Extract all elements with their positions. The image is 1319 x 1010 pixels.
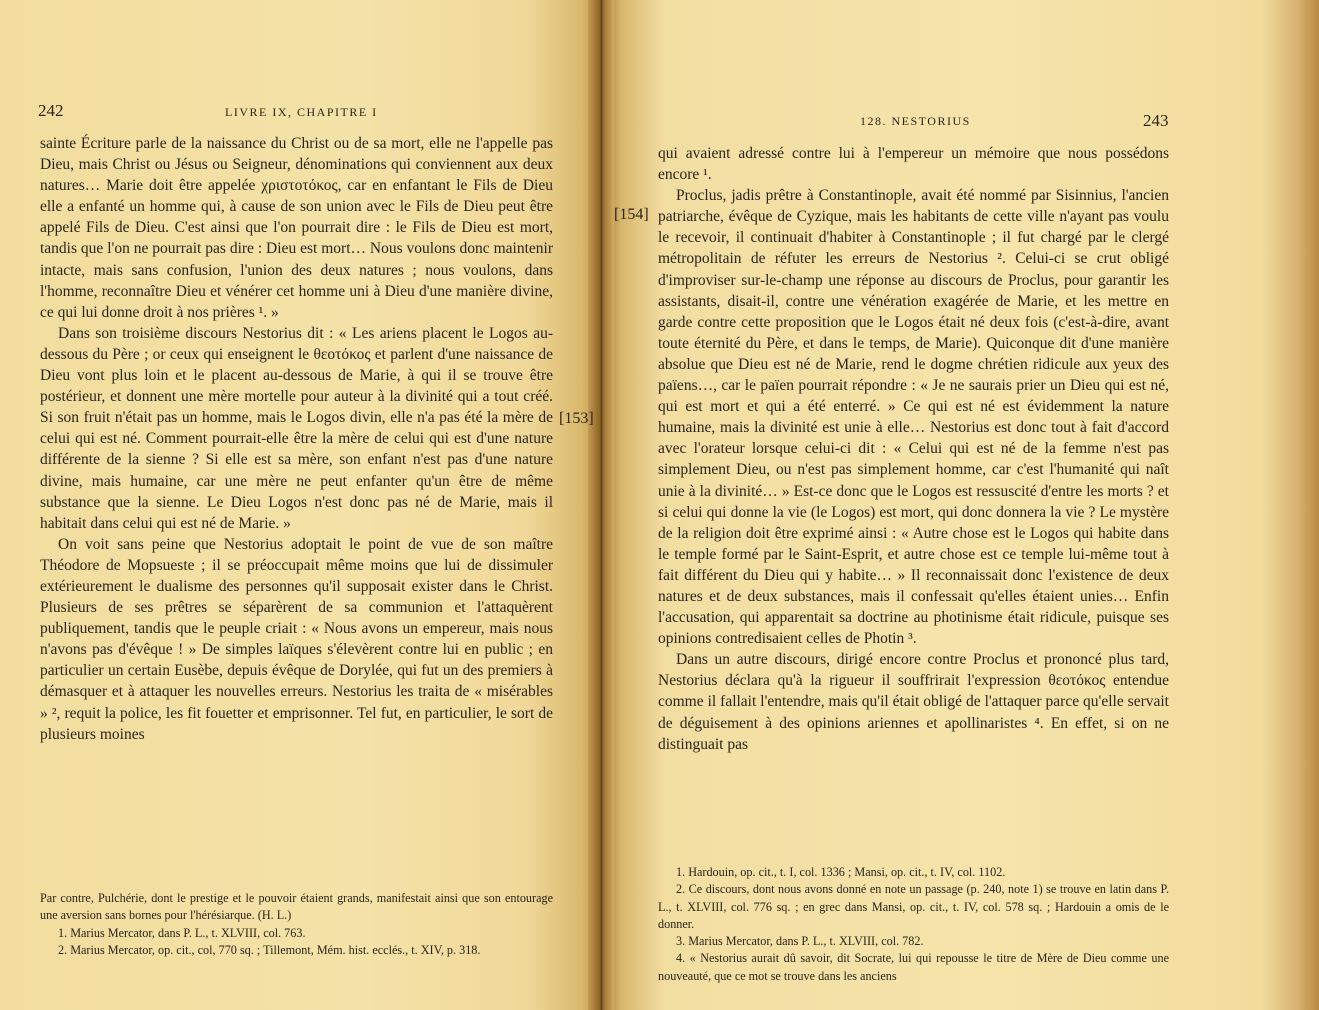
running-head: 128. NESTORIUS	[860, 114, 971, 128]
footnote: 1. Hardouin, op. cit., t. I, col. 1336 ; Mansi, op. cit., t. IV, col. 1102.	[676, 865, 1006, 879]
paragraph: sainte Écriture parle de la naissance du Christ ou de sa mort, elle ne l'appelle pas Dieu, mais Christ ou Jésus ou Seigneur, dénominations qui conviennent aux deux natures… Marie doit être appelée χριστοτόκος, car en enfantant le Fils de Dieu elle a enfanté un homme qui, à cause de son union avec le Fils de Dieu peut être appelé Fils de Dieu. C'est ainsi que l'on pourrait dire : le Fils de Dieu est mort, tandis que l'on ne pourrait pas dire : Dieu est mort… Nous voulons donc maintenir intacte, mais sans confusion, l'union des deux natures ; nous voulons, dans l'homme, reconnaître Dieu et vénérer cet homme uni à Dieu d'une manière divine, ce qui lui donne droit à nos prières ¹. »	[40, 135, 553, 321]
margin-page-marker: [154]	[614, 206, 649, 223]
footnote: 2. Marius Mercator, op. cit., col, 770 sq. ; Tillemont, Mém. hist. ecclés., t. XIV, p. 318.	[58, 942, 481, 957]
paragraph: Dans un autre discours, dirigé encore contre Proclus et prononcé plus tard, Nestorius déclara qu'à la rigueur il souffrirait l'expression θεοτόκος entendue comme il fallait l'entendre, mais qu'il était obligé de l'attaquer parce qu'elle servait de déguisement à des opinions ariennes et apollinaristes ⁴. En effet, si on ne distinguait pas	[658, 651, 1169, 753]
book-gutter	[588, 0, 614, 1010]
right-page	[600, 0, 1319, 1010]
body-text	[40, 133, 553, 745]
footnote: 1. Marius Mercator, dans P. L., t. XLVIII, col. 763.	[58, 925, 306, 940]
page-number: 242	[38, 101, 64, 120]
left-page	[0, 0, 600, 1010]
footnotes	[658, 864, 1169, 985]
paragraph: qui avaient adressé contre lui à l'empereur un mémoire que nous possédons encore ¹.	[658, 145, 1169, 184]
footnote: 4. « Nestorius aurait dû savoir, dit Socrate, lui qui repousse le titre de Mère de Dieu comme une nouveauté, que ce mot se trouve dans les anciens	[658, 951, 1169, 983]
footnote: Par contre, Pulchérie, dont le prestige et le pouvoir étaient grands, manifestait ainsi que son entourage une aversion sans bornes pour l'hérésiarque. (H. L.)	[40, 891, 553, 923]
footnote: 2. Ce discours, dont nous avons donné en note un passage (p. 240, note 1) se trouve en latin dans P. L., t. XLVIII, col. 776 sq. ; en grec dans Mansi, op. cit., t. IV, col. 578 sq. ; Hardouin a omis de le donner.	[658, 882, 1169, 931]
footnotes	[40, 890, 553, 959]
paragraph: Dans son troisième discours Nestorius dit : « Les ariens placent le Logos au-dessous du Père ; or ceux qui enseignent le θεοτόκος et parlent d'une naissance de Dieu vont plus loin et le placent au-dessous de Marie, à qui il se trouve être postérieur, et donnent une mère mortelle pour auteur à la divinité qui a tout créé. Si son fruit n'était pas un homme, mais le Logos divin, elle n'a pas été la mère de celui qui est né. Comment pourrait-elle être la mère de celui qui est d'une nature différente de la sienne ? Si elle est sa mère, son enfant n'est pas d'une nature divine, mais humaine, car une mère ne peut enfanter qu'un être de même substance que la sienne. Le Dieu Logos n'est donc pas né de Marie, mais il habitait dans celui qui est né de Marie. »	[40, 324, 553, 532]
page-number: 243	[1143, 111, 1169, 130]
paragraph: On voit sans peine que Nestorius adoptait le point de vue de son maître Théodore de Mopsueste ; il se préoccupait même moins que lui de dissimuler extérieurement le dualisme des personnes qu'il supposait exister dans le Christ. Plusieurs de ses prêtres se séparèrent de sa communion et l'attaquèrent publiquement, tandis que le peuple criait : « Nous avons un empereur, mais nous n'avons pas d'évêque ! » De simples laïques s'élevèrent contre lui en public ; en particulier un certain Eusèbe, depuis évêque de Dorylée, qui fut un des premiers à démasquer et à attaquer les nouvelles erreurs. Nestorius les traita de « misérables » ², requit la police, les fit fouetter et emprisonner. Tel fut, en particulier, le sort de plusieurs moines	[40, 535, 553, 743]
paragraph: Proclus, jadis prêtre à Constantinople, avait été nommé par Sisinnius, l'ancien patriarche, évêque de Cyzique, mais les habitants de cette ville n'ayant pas voulu le recevoir, il continuait d'habiter à Constantinople ; il fut chargé par le clergé métropolitain de réfuter les erreurs de Nestorius ². Celui-ci se crut obligé d'improviser sur-le-champ une réponse au discours de Proclus, pour garantir les assistants, disait-il, contre une vénération exagérée de Marie, et les mettre en garde contre cette proposition que le Logos était né deux fois (c'est-à-dire, avant toute éternité du Père, et dans le temps, de Marie). Quiconque dit d'une manière absolue que Dieu est né de Marie, rend le dogme chrétien ridicule aux yeux des païens…, car le païen pourrait répondre : « Je ne saurais prier un Dieu qui est né, qui est mort et qui a été enterré. » Ce qui est né est évidemment la nature humaine, mais la divinité est unie à elle… Nestorius est donc tout à fait d'accord avec l'orateur lorsque celui-ci dit : « Celui qui est né de la femme n'est pas simplement Dieu, ou n'est pas simplement homme, car c'est l'humanité qui naît unie à la divinité… » Est-ce donc que le Logos est ressuscité d'entre les morts ? et si celui qui donne la vie (le Logos) est mort, qui donc donnera la vie ? Le mystère de la religion doit être exprimé ainsi : « Autre chose est le Logos qui habite dans le temple formé par le Saint-Esprit, et autre chose est ce temple lui-même tout à fait différent du Dieu qui y habite… » Il reconnaissait donc l'existence de deux natures et de deux substances, mais il confessait qu'elles étaient unies… Enfin l'accusation, qui apparentait sa doctrine au photinisme était ridicule, puisque ses opinions contredisaient celles de Photin ³.	[658, 187, 1169, 648]
margin-page-marker: [153]	[559, 410, 594, 427]
body-text	[658, 143, 1169, 755]
footnote: 3. Marius Mercator, dans P. L., t. XLVIII, col. 782.	[676, 934, 924, 949]
running-head: LIVRE IX, CHAPITRE I	[225, 105, 378, 119]
